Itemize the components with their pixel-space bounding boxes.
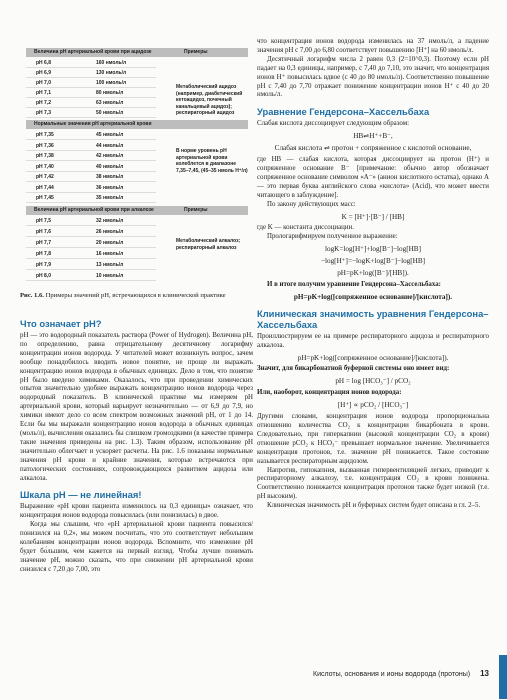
figure-ph-table — [20, 40, 253, 287]
paragraph: И в итоге получим уравнение Гендерсона–Хассельбаха: — [267, 280, 441, 288]
right-column — [257, 38, 489, 511]
table-row — [26, 238, 156, 248]
ph-value: pH 7,9 — [36, 262, 52, 268]
formula: Слабая кислота ⇌ протон + сопряженное с кислотой основание, — [274, 144, 472, 153]
concentration-value: 20 нмоль/л — [96, 240, 124, 246]
table-row — [26, 98, 156, 108]
concentration-value: 36 нмоль/л — [96, 184, 124, 191]
table-row — [26, 183, 156, 193]
concentration-value: 130 нмоль/л — [96, 70, 127, 76]
paragraph: Напротив, гипокапния, вызванная гипервентиляцией легких, приводит к респираторному алкалозу, т.е. концентрация CO₂ в крови понижена. Соответственно понижается концентрация протонов также будет низкой (т.е. pH высоким). — [257, 466, 489, 501]
page-number: 13 — [480, 669, 489, 678]
concentration-value: 26 нмоль/л — [96, 229, 124, 235]
formula: [H⁺] ∝ pCO₂ / [HCO₃⁻] — [337, 401, 409, 410]
ph-value: pH 7,6 — [36, 229, 52, 235]
paragraph: где HB — слабая кислота, которая диссоциирует на протон (H⁺) и сопряженное основание B⁻ [примечание: обычно автор обозначает сопряженное основание символом «A⁻» (анион кислотного остатка), однако A — это первая буква английского слова «кислота» (Acid), что может ввести читающего в заблуждение]. — [257, 156, 489, 199]
ph-table — [26, 48, 248, 287]
concentration-value: 35 нмоль/л — [96, 195, 124, 201]
alkalosis-note: Метаболический алкалоз; респираторный алкалоз — [176, 238, 241, 251]
alkalosis-header-title: Величина pH артериальной крови при алкалозе — [34, 207, 154, 213]
table-row — [26, 193, 156, 203]
caption-label: Рис. 1.6. — [20, 292, 44, 299]
heading-henderson-hasselbalch: Уравнение Гендерсона–Хассельбаха — [257, 106, 430, 118]
table-row — [26, 227, 156, 237]
formula: pH=pK+log([сопряженное основание]/[кислота]). — [293, 292, 453, 301]
concentration-value: 40 нмоль/л — [96, 163, 124, 170]
table-row — [26, 172, 156, 182]
chapter-title: Кислоты, основания и ионы водорода (протоны) — [313, 671, 471, 678]
table-row — [26, 249, 156, 259]
normal-header — [26, 120, 248, 129]
concentration-value: 50 нмоль/л — [96, 110, 124, 116]
ph-value: pH 7,8 — [36, 251, 52, 257]
formula: K = [H⁺]·[B⁻] / [HB] — [341, 212, 405, 221]
formula: pH=pK+log([сопряженное основание]/[кислота]). — [297, 353, 449, 362]
alkalosis-header — [26, 206, 248, 215]
alkalosis-header-examples: Примеры — [184, 207, 208, 213]
formula: −log[H⁺]=−logK+log[B⁻]−log[HB] — [320, 257, 426, 266]
concentration-value: 10 нмоль/л — [96, 273, 124, 279]
table-row — [26, 141, 156, 151]
concentration-value: 45 нмоль/л — [96, 132, 124, 138]
ph-value: pH 7,38 — [36, 153, 54, 159]
ph-value: pH 7,44 — [36, 184, 54, 191]
caption-text: Примеры значений pH, встречающихся в клинической практике — [45, 292, 226, 299]
ph-value: pH 6,9 — [36, 70, 52, 76]
table-row — [26, 88, 156, 98]
ph-value: pH 7,40 — [36, 163, 54, 170]
ph-value: pH 7,1 — [36, 90, 52, 96]
concentration-value: 13 нмоль/л — [96, 262, 124, 268]
concentration-value: 63 нмоль/л — [96, 100, 124, 106]
acidosis-header — [26, 48, 248, 57]
ph-value: pH 7,42 — [36, 174, 54, 180]
table-row — [26, 58, 156, 68]
normal-note: В норме уровень pH артериальной крови колеблется в диапазоне 7,35–7,45, (45–35 нмоль H⁺/л) — [176, 148, 248, 174]
ph-value: pH 7,0 — [36, 80, 52, 86]
figure-caption — [20, 292, 253, 301]
paragraph: Прологарифмируем полученное выражение: — [267, 233, 398, 241]
formula: logK=log[H⁺]+log[B⁻]−log[HB] — [324, 245, 421, 254]
paragraph: Когда мы слышим, что «pH артериальной крови пациента повысился/понизился на 0,2», мы можем посчитать, что это соответствует небольшим колебаниям концентрации ионов водорода. Вспомните, что изменение pH будет бо́льшим, чем кажется на первый взгляд. Чтобы лучше понимать значение pH, можно сказать, что при снижении pH артериальной крови снизился с 7,20 до 7,00, это — [20, 521, 253, 573]
paragraph: где K — константа диссоциации. — [257, 224, 354, 232]
formula: HB⇌H⁺+B⁻, — [353, 132, 393, 141]
concentration-value: 160 нмоль/л — [96, 60, 127, 66]
page-edge-marker — [499, 655, 507, 699]
heading-clinical-significance: Клиническая значимость уравнения Гендерсона–Хассельбаха — [257, 307, 489, 330]
concentration-value: 32 нмоль/л — [96, 218, 124, 224]
ph-value: pH 7,36 — [36, 142, 54, 149]
paragraph: Другими словами, концентрация ионов водорода пропорциональна отношению количества CO₂ к концентрации бикарбоната в крови. Следовательно, при гиперкапнии (высокой концентрации CO₂ в крови) отношение pCO₂ к HCO₃⁻ превышает нормальное значение. Увеличивается концентрация протонов, т.е. значение pH понижается. Такое состояние называется респираторным ацидозом. — [257, 413, 489, 465]
paragraph: По закону действующих масс: — [267, 200, 356, 208]
ph-value: pH 7,5 — [36, 218, 52, 224]
acidosis-header-title: Величина pH артериальной крови при ацидозе — [34, 49, 152, 55]
table-row — [26, 108, 156, 118]
table-row — [26, 68, 156, 78]
concentration-value: 100 нмоль/л — [96, 80, 127, 86]
concentration-value: 44 нмоль/л — [96, 142, 124, 149]
heading-what-is-ph: Что означает pH? — [20, 318, 102, 329]
concentration-value: 42 нмоль/л — [96, 153, 124, 159]
paragraph: Проиллюстрируем ее на примере респираторного ацидоза и респираторного алкалоза. — [257, 332, 489, 349]
table-row — [26, 162, 156, 172]
heading-ph-scale: Шкала pH — не линейная! — [20, 489, 142, 501]
formula: pH = log [HCO₃⁻] / pCO₂ — [335, 377, 411, 386]
ph-value: pH 7,7 — [36, 240, 52, 246]
paragraph: что концентрация ионов водорода изменилась на 37 нмоль/л, а падение значения pH с 7,00 до 6,80 соответствует повышению [H⁺] на 60 нмоль/л. — [257, 38, 489, 54]
table-row — [26, 130, 156, 140]
formula: pH=pK+log([B⁻]/[HB]). — [337, 269, 409, 278]
ph-value: pH 7,35 — [36, 132, 54, 138]
table-row — [26, 271, 156, 281]
ph-value: pH 7,3 — [36, 110, 52, 116]
paragraph: Десятичный логарифм числа 2 равен 0,3 (2=10^0,3). Поэтому если pH падает на 0,3 единицы, например, с 7,40 до 7,10, это значит, что концентрация ионов H⁺ повысилась вдвое (с 40 до 80 нмоль/л). Соответственно повышение pH с 7,40 до 7,70 отражает понижение концентрации ионов H⁺ с 40 до 20 нмоль/л. — [257, 55, 489, 99]
table-row — [26, 216, 156, 226]
table-row — [26, 260, 156, 270]
concentration-value: 16 нмоль/л — [96, 251, 124, 257]
paragraph: Слабая кислота диссоциирует следующим образом: — [257, 120, 409, 128]
acidosis-header-examples: Примеры — [184, 49, 208, 55]
paragraph: Значит, для бикарбонатной буферной системы оно имеет вид: — [257, 365, 450, 373]
ph-value: pH 8,0 — [36, 273, 52, 279]
table-row — [26, 78, 156, 88]
paragraph: Выражение «pH крови пациента изменилось на 0,3 единицы» означает, что концентрация ионов водорода повысилась (или понизилась) в двое. — [20, 503, 253, 520]
ph-value: pH 7,45 — [36, 195, 54, 201]
paragraph: Клиническая значимость pH и буферных систем будет описана в гл. 2–5. — [267, 502, 481, 510]
ph-value: pH 6,8 — [36, 60, 52, 66]
paragraph: Или, наоборот, концентрация ионов водорода: — [257, 389, 402, 397]
paragraph: pH — это водородный показатель раствора (Power of Hydrogen). Величина pH, по определению, равна отрицательному десятичному логарифму концентрации ионов водорода. У читателей может возникнуть вопрос, зачем вообще понадобилось вводить новое понятие, не проще ли выражать концентрацию ионов водорода в обычных единицах. Дело в том, что понятие pH было введено химиками. Оказалось, что при проведении химических опытов значительно удобнее выражать концентрацию ионов водорода через водородный показатель. В клинической практике мы измеряем pH артериальной крови, который варьирует незначительно — от 6,9 до 7,9, но химики имеют дело со всем спектром возможных значений pH, от 1 до 14. Если бы мы выражали концентрацию ионов водорода в обычных единицах (моль/л), вычисления оказались бы слишком громоздкими (в качестве примера такие значения приведены на рис. 1.3). Таким образом, использование pH значительно облегчает и ускоряет расчеты. На рис. 1.6 показаны нормальные значения pH крови и крайние значения, которые встречаются при патологических состояниях, сопровождающихся развитием ацидоза или алкалоза. — [20, 332, 253, 482]
concentration-value: 38 нмоль/л — [96, 174, 124, 180]
table-row — [26, 151, 156, 161]
normal-header-title: Нормальные значения pH артериальной крови — [34, 121, 152, 127]
ph-value: pH 7,2 — [36, 100, 52, 106]
acidosis-note: Метаболический ацидоз (например, диабетический кетоацидоз, почечный канальцевый ацидоз); респираторный ацидоз — [176, 84, 243, 116]
concentration-value: 80 нмоль/л — [96, 90, 124, 96]
left-column — [20, 312, 253, 575]
page-footer — [313, 669, 489, 678]
